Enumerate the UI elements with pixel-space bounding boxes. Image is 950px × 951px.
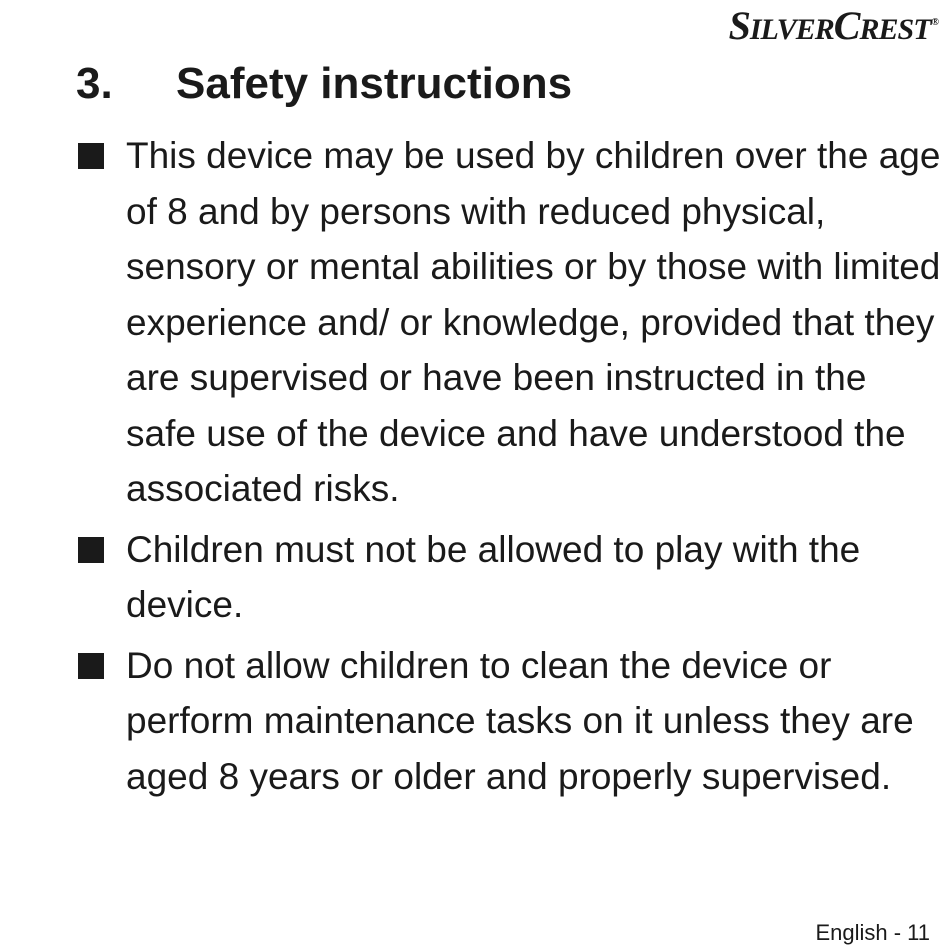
instruction-text: This device may be used by children over the age of 8 and by persons with reduced physical, sensory or mental abilities or by those with limited experience and/ or knowledge, provided that they are supervised or have been instructed in the safe use of the device and have understood the associated risks. [126, 135, 941, 509]
square-bullet-icon [78, 537, 104, 563]
section-number: 3. [76, 59, 113, 108]
list-item [76, 522, 942, 633]
safety-instructions-list [76, 128, 942, 809]
instruction-text: Children must not be allowed to play with the device. [126, 528, 861, 625]
page-footer: English - 11 [815, 920, 930, 945]
section-title: Safety instructions [176, 59, 573, 108]
brand-logo: SILVERCREST® [728, 3, 938, 48]
section-heading [76, 56, 572, 112]
instruction-text: Do not allow children to clean the device or perform maintenance tasks on it unless they are aged 8 years or older and properly supervised. [126, 644, 914, 797]
list-item [76, 128, 942, 517]
list-item [76, 638, 942, 805]
square-bullet-icon [78, 653, 104, 679]
square-bullet-icon [78, 143, 104, 169]
